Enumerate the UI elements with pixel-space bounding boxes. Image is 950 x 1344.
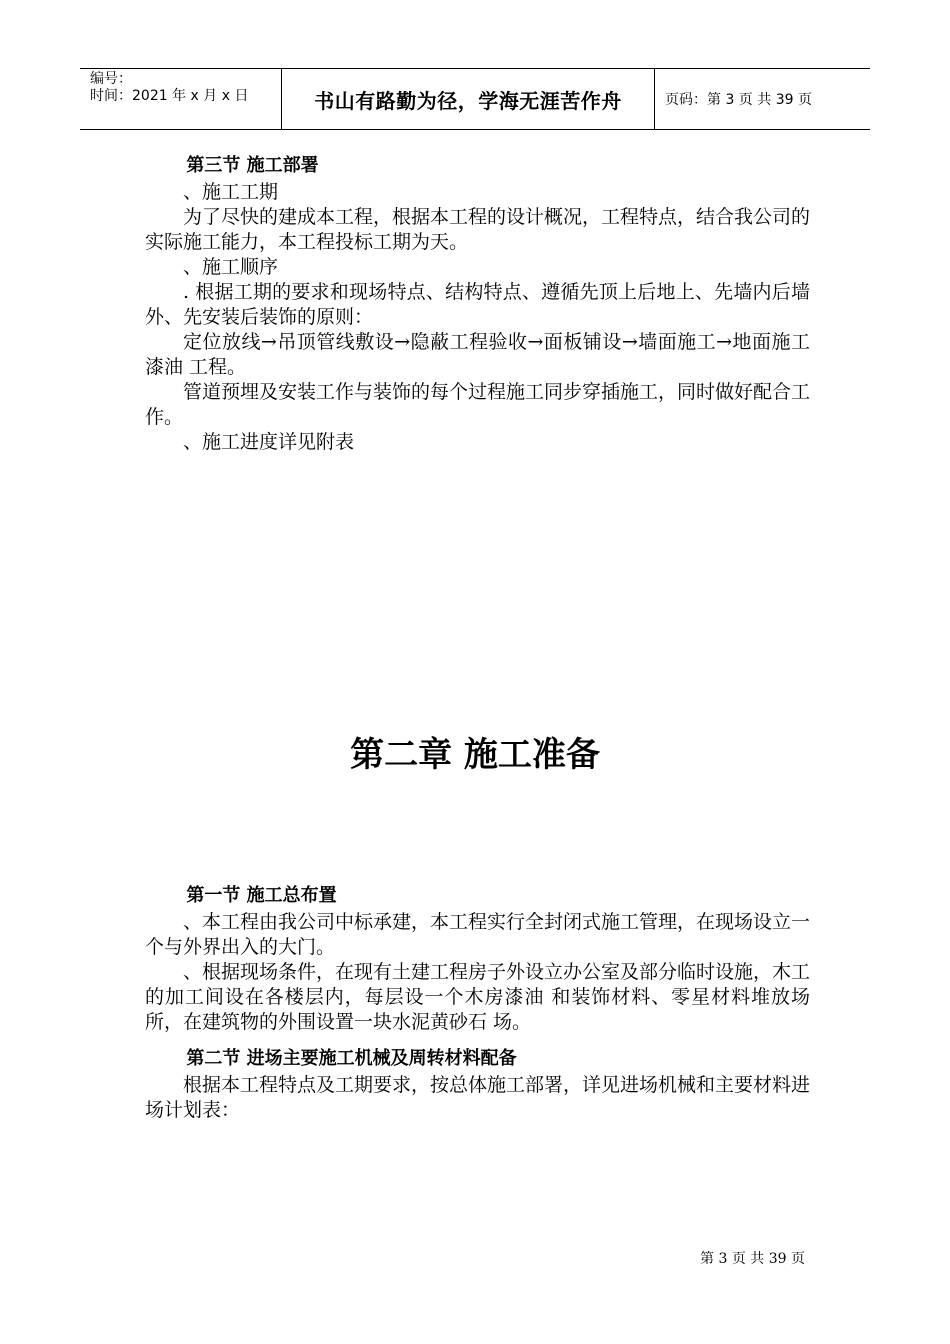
section-title: 第一节 施工总布置	[186, 885, 337, 906]
paragraph: 定位放线→吊顶管线敷设→隐蔽工程验收→面板铺设→墙面施工→地面施工漆油 工程。	[145, 331, 810, 378]
header-meta	[80, 69, 282, 129]
paragraph: 为了尽快的建成本工程，根据本工程的设计概况，工程特点，结合我公司的实际施工能力，本工程投标工期为天。	[145, 206, 811, 253]
paragraph: 、施工工期	[183, 181, 279, 203]
paragraph: 根据本工程特点及工期要求，按总体施工部署，详见进场机械和主要材料进场计划表：	[145, 1074, 811, 1121]
header-motto: 书山有路勤为径，学海无涯苦作舟	[282, 69, 655, 129]
paragraph: 、施工进度详见附表	[183, 431, 355, 453]
document-time-label: 时间：2021 年 x 月 x 日	[90, 88, 249, 104]
header-page-number: 页码：第 3 页 共 39 页	[665, 92, 812, 108]
paragraph: 、根据现场条件，在现有土建工程房子外设立办公室及部分临时设施，木工的加工间设在各楼层内，每层设一个木房漆油 和装饰材料、零星材料堆放场所，在建筑物的外围设置一块水泥黄砂石 场。	[145, 961, 811, 1033]
document-number-label: 编号：	[90, 71, 132, 87]
paragraph: 、本工程由我公司中标承建，本工程实行全封闭式施工管理，在现场设立一个与外界出入的大门。	[145, 911, 811, 958]
section-title: 第二节 进场主要施工机械及周转材料配备	[186, 1048, 517, 1069]
page-footer: 第 3 页 共 39 页	[700, 1251, 805, 1267]
page-header	[80, 68, 870, 130]
section-construction-deployment	[145, 152, 810, 455]
section-general-layout	[145, 882, 810, 1123]
section-title: 第三节 施工部署	[186, 155, 319, 176]
chapter-title: 第二章 施工准备	[350, 735, 600, 775]
paragraph: 管道预埋及安装工作与装饰的每个过程施工同步穿插施工，同时做好配合工作。	[145, 381, 811, 428]
paragraph: 、施工顺序	[183, 256, 279, 278]
spacer	[145, 1035, 810, 1045]
paragraph: . 根据工期的要求和现场特点、结构特点、遵循先顶上后地上、先墙内后墙外、先安装后装饰的原则：	[145, 281, 810, 328]
